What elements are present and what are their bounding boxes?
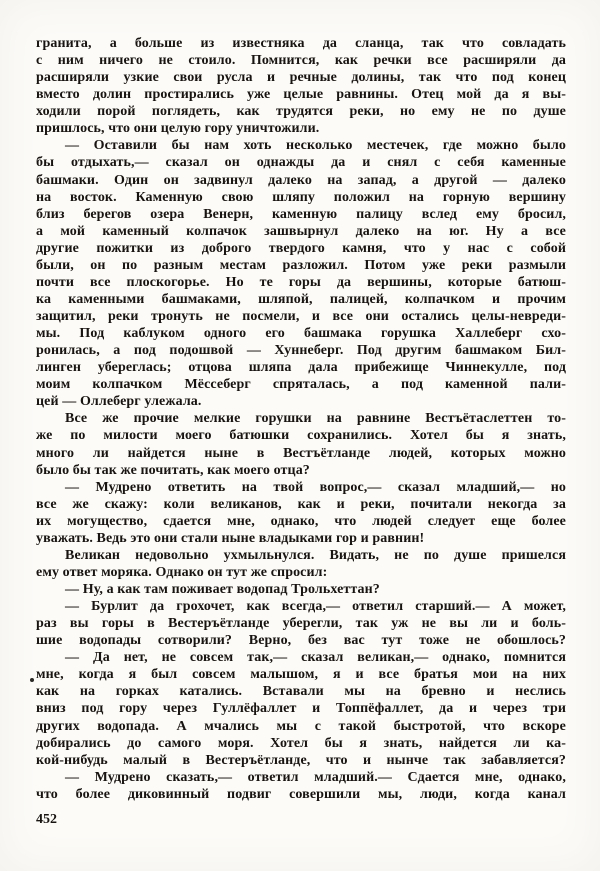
- text-line: раз вы горы в Вестеръётланде уберегли, так уж не вы ли и боль-: [36, 616, 566, 632]
- text-line: на восток. Каменную свою шляпу положил на горную вершину: [36, 189, 566, 205]
- text-line: с ним ничего не стоило. Помнится, как речки все расширяли да: [36, 53, 566, 69]
- text-line: вниз под гору через Гуллёфаллет и Топпёфаллет, да и через три: [36, 701, 566, 717]
- paragraph: [36, 479, 566, 547]
- text-line: Все же прочие мелкие горушки на равнине Вестъётаслеттен то-: [65, 411, 566, 427]
- paragraph: [36, 581, 566, 598]
- text-line: — Бурлит да грохочет, как всегда,— ответил старший.— А может,: [65, 599, 566, 615]
- text-line: почти все плоскогорье. Но те горы да вершины, которые батюш-: [36, 274, 566, 290]
- text-line: расширяли узкие свои русла и речные долины, так что под конец: [36, 70, 566, 86]
- ink-speck: [30, 678, 34, 682]
- text-line: башмаки. Один он задвинул далеко на запад, а другой — далеко: [36, 172, 566, 188]
- text-line: бы отдыхать,— сказал он однажды да и снял с себя каменные: [36, 155, 566, 171]
- text-line: Великан недовольно ухмыльнулся. Видать, не по душе пришелся: [65, 547, 566, 563]
- text-line: ходили порой поглядеть, как трудятся реки, но ему не по душе: [36, 104, 566, 120]
- text-line: ему ответ моряка. Однако он тут же спросил:: [36, 564, 328, 580]
- paragraph: [36, 547, 566, 581]
- text-line: а мой каменный колпачок зашвырнул далеко на юг. Ну а все: [36, 223, 566, 239]
- page-number: 452: [36, 812, 57, 827]
- paragraph: [36, 137, 566, 410]
- text-line: других водопада. А мчались мы с такой быстротой, что вскоре: [36, 718, 566, 734]
- text-line: же по милости моего батюшки сохранились. Хотел бы я знать,: [36, 428, 566, 444]
- text-line: много ли найдется ныне в Вестъётланде людей, которых можно: [36, 445, 566, 461]
- text-line: их могущество, сдается мне, однако, что людей следует еще более: [36, 513, 566, 529]
- text-line: — Да нет, не совсем так,— сказал великан,— однако, помнится: [65, 650, 566, 666]
- text-line: что более диковинный подвиг совершили мы, люди, когда канал: [36, 786, 566, 802]
- text-line: уважать. Ведь это они стали ныне владыками гор и равнин!: [36, 530, 425, 546]
- text-line: вместо долин простирались уже целые равнины. Отец мой да я вы-: [36, 87, 566, 103]
- text-line: шие водопады сотворили? Верно, без вас тут тоже не обошлось?: [36, 633, 566, 649]
- text-line: мы. Под каблуком одного его башмака горушка Халлеберг схо-: [36, 326, 566, 342]
- paragraph: [36, 649, 566, 768]
- text-line: линген убереглась; отцова шляпа дала прибежище Чиннекулле, под: [36, 360, 566, 376]
- text-line: были, он по разным местам разложил. Потом уже реки размыли: [36, 257, 566, 273]
- text-line: было бы так же почитать, как моего отца?: [36, 462, 310, 478]
- text-line: ка каменными башмаками, шляпой, палицей, колпачком и прочим: [36, 291, 566, 307]
- paragraph: [36, 35, 566, 137]
- text-line: — Оставили бы нам хоть несколько местечек, где можно было: [65, 138, 566, 154]
- text-line: моим колпачком Мёссеберг спряталась, а под каменной пали-: [36, 377, 566, 393]
- paragraph: [36, 769, 566, 803]
- text-line: — Ну, а как там поживает водопад Трольхеттан?: [65, 582, 380, 597]
- text-line: добирались до самого моря. Хотел бы я знать, найдется ли ка-: [36, 735, 566, 751]
- text-line: как на горках катались. Вставали мы на бревно и неслись: [36, 684, 566, 700]
- text-line: близ берегов озера Венерн, каменную палицу вслед ему бросил,: [36, 206, 566, 222]
- text-block: [36, 35, 566, 803]
- text-line: — Мудрено сказать,— ответил младший.— Сдается мне, однако,: [65, 769, 566, 785]
- text-line: защитил, реки тронуть не посмели, и все они остались целы-невреди-: [36, 309, 566, 324]
- text-line: ронилась, а под подошвой — Хуннеберг. Под другим башмаком Бил-: [36, 343, 566, 359]
- text-line: все же скажу: коли великанов, как и реки, почитали некогда за: [36, 496, 566, 512]
- text-line: другие пожитки из доброго твердого камня, что у нас с собой: [36, 240, 566, 256]
- text-line: цей — Оллеберг улежала.: [36, 394, 202, 410]
- text-line: мне, когда я был совсем малышом, я и все братья мои на них: [36, 667, 566, 683]
- text-line: гранита, а больше из известняка да сланца, так что совладать: [36, 36, 566, 51]
- text-line: пришлось, что они целую гору уничтожили.: [36, 121, 320, 137]
- text-line: кой-нибудь малый в Вестеръётланде, что и нынче так забавляется?: [36, 752, 566, 768]
- text-line: — Мудрено ответить на твой вопрос,— сказал младший,— но: [65, 479, 566, 495]
- paragraph: [36, 410, 566, 478]
- paragraph: [36, 598, 566, 649]
